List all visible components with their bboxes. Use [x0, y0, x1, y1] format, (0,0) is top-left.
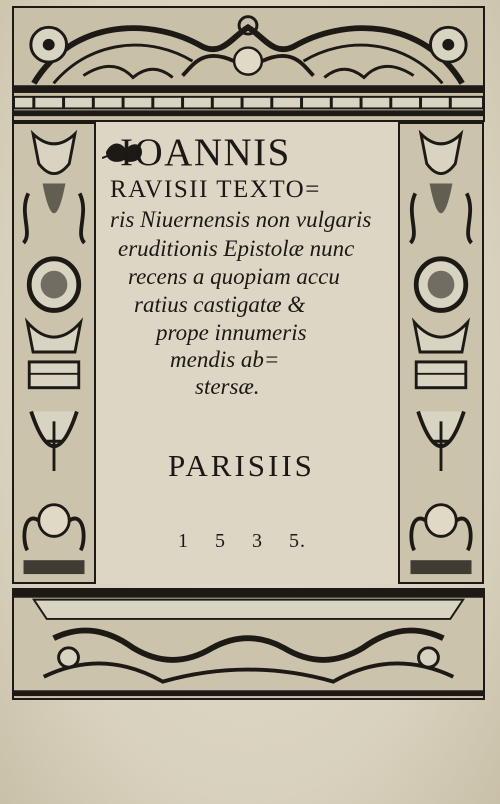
year-digit: 1	[178, 530, 189, 552]
woodcut-top-border	[12, 6, 485, 122]
candelabrum-pillar-icon	[14, 124, 94, 582]
year-digit: 5.	[289, 530, 306, 552]
top-border-ornament-icon	[14, 8, 483, 120]
imprint-year	[178, 530, 326, 553]
bottom-border-ornament-icon	[14, 590, 483, 698]
woodcut-right-pillar	[398, 122, 484, 584]
title-line: RAVISII TEXTO=	[110, 176, 321, 203]
woodcut-bottom-border	[12, 588, 485, 700]
imprint-place: PARISIIS	[168, 448, 315, 483]
title-line: prope innumeris	[156, 320, 307, 345]
title-line: recens a quopiam accu	[128, 264, 340, 289]
title-line: stersæ.	[195, 374, 260, 399]
title-line: mendis ab=	[170, 347, 280, 372]
author-name: IOANNIS	[120, 131, 291, 174]
candelabrum-pillar-icon	[400, 124, 482, 582]
title-line: ratius castigatæ &	[134, 292, 306, 317]
year-digit: 3	[252, 530, 263, 552]
title-line: eruditionis Epistolæ nunc	[118, 236, 355, 261]
year-digit: 5	[215, 530, 226, 552]
title-line: ris Niuernensis non vulgaris	[110, 207, 372, 232]
woodcut-left-pillar	[12, 122, 96, 584]
